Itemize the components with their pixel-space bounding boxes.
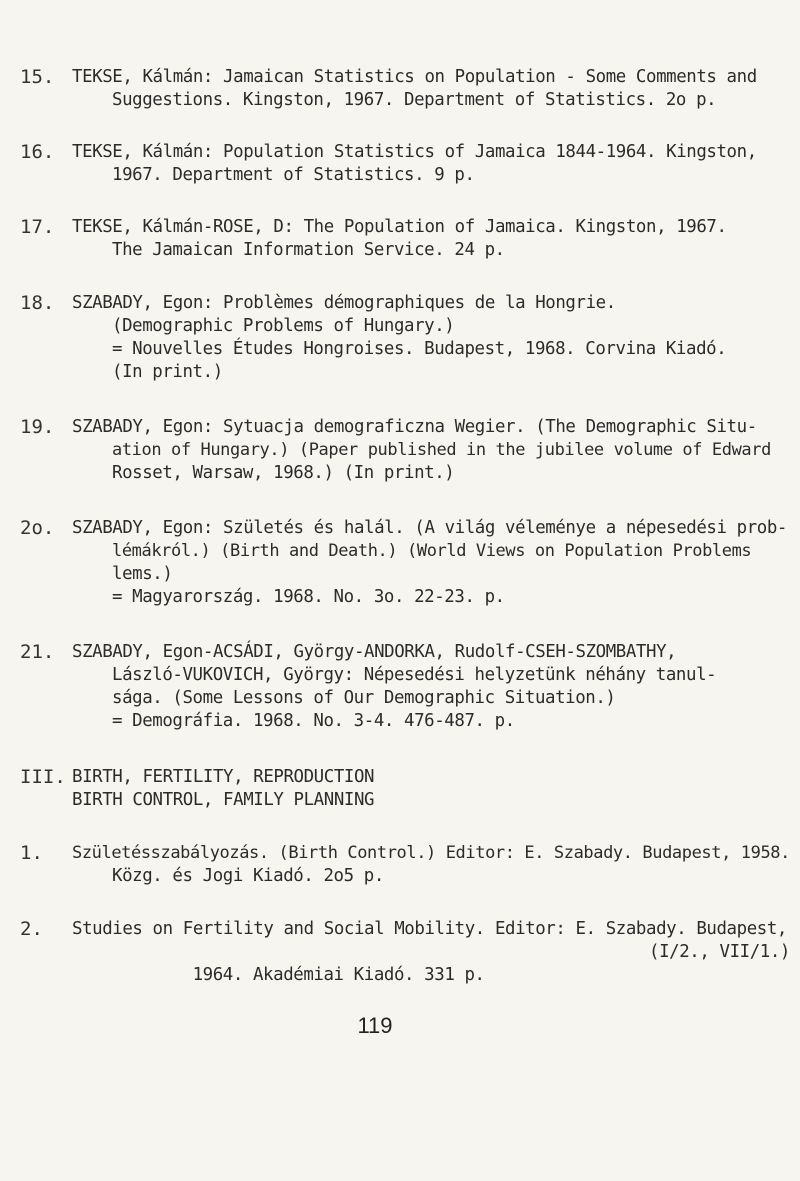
entry-line: TEKSE, Kálmán: Jamaican Statistics on Population - Some Comments and	[72, 67, 757, 87]
entry-number: 19.	[20, 416, 55, 438]
entry-line: SZABADY, Egon-ACSÁDI, György-ANDORKA, Rudolf-CSEH-SZOMBATHY,	[72, 642, 677, 662]
section-title-line: BIRTH CONTROL, FAMILY PLANNING	[72, 790, 375, 810]
entry-line: = Demográfia. 1968. No. 3-4. 476-487. p.	[112, 711, 515, 731]
entry-line: ation of Hungary.) (Paper published in the jubilee volume of Edward	[112, 440, 771, 460]
entry-line: (In print.)	[112, 362, 223, 382]
entry-line: The Jamaican Information Service. 24 p.	[112, 240, 505, 260]
entry-line: sága. (Some Lessons of Our Demographic Situation.)	[112, 688, 616, 708]
page-number: 119	[357, 1013, 393, 1038]
entry-line: = Nouvelles Études Hongroises. Budapest, 1968. Corvina Kiadó.	[112, 339, 727, 359]
entry-number: 16.	[20, 141, 55, 163]
entry-line: László-VUKOVICH, György: Népesedési helyzetünk néhány tanul-	[112, 665, 717, 685]
entry-number: 17.	[20, 216, 55, 238]
entry-number: 2o.	[20, 517, 55, 539]
entry-line: TEKSE, Kálmán: Population Statistics of Jamaica 1844-1964. Kingston,	[72, 142, 757, 162]
entry-line: lems.)	[112, 564, 173, 584]
entry-line: SZABADY, Egon: Problèmes démographiques de la Hongrie.	[72, 293, 616, 313]
entry-line: TEKSE, Kálmán-ROSE, D: The Population of Jamaica. Kingston, 1967.	[72, 217, 727, 237]
entry-line: (Demographic Problems of Hungary.)	[112, 316, 455, 336]
entry-line: SZABADY, Egon: Születés és halál. (A világ véleménye a népesedési prob-	[72, 518, 787, 538]
entry-line: lémákról.) (Birth and Death.) (World Views on Population Problems	[112, 541, 752, 561]
entry-line: 1967. Department of Statistics. 9 p.	[112, 165, 475, 185]
entry-line: Közg. és Jogi Kiadó. 2o5 p.	[112, 866, 384, 886]
entry-number: 15.	[20, 66, 55, 88]
volume-reference: (I/2., VII/1.)	[649, 942, 790, 962]
entry-line	[72, 941, 790, 1033]
entry-number: 1.	[20, 842, 43, 864]
entry-number: 18.	[20, 292, 55, 314]
entry-line: SZABADY, Egon: Sytuacja demograficzna Wegier. (The Demographic Situ-	[72, 417, 757, 437]
section-number: III.	[20, 766, 66, 788]
entry-line: Studies on Fertility and Social Mobility. Editor: E. Szabady. Budapest,	[72, 919, 787, 939]
entry-line: = Magyarország. 1968. No. 3o. 22-23. p.	[112, 587, 505, 607]
entry-number: 2.	[20, 918, 43, 940]
section-title-line: BIRTH, FERTILITY, REPRODUCTION	[72, 767, 375, 787]
entry-number: 21.	[20, 641, 55, 663]
entry-line: Suggestions. Kingston, 1967. Department of Statistics. 2o p.	[112, 90, 717, 110]
entry-line: Születésszabályozás. (Birth Control.) Editor: E. Szabady. Budapest, 1958.	[72, 843, 790, 863]
entry-line-text: 1964. Akadémiai Kiadó. 331 p.	[192, 965, 485, 985]
entry-line: Rosset, Warsaw, 1968.) (In print.)	[112, 463, 455, 483]
